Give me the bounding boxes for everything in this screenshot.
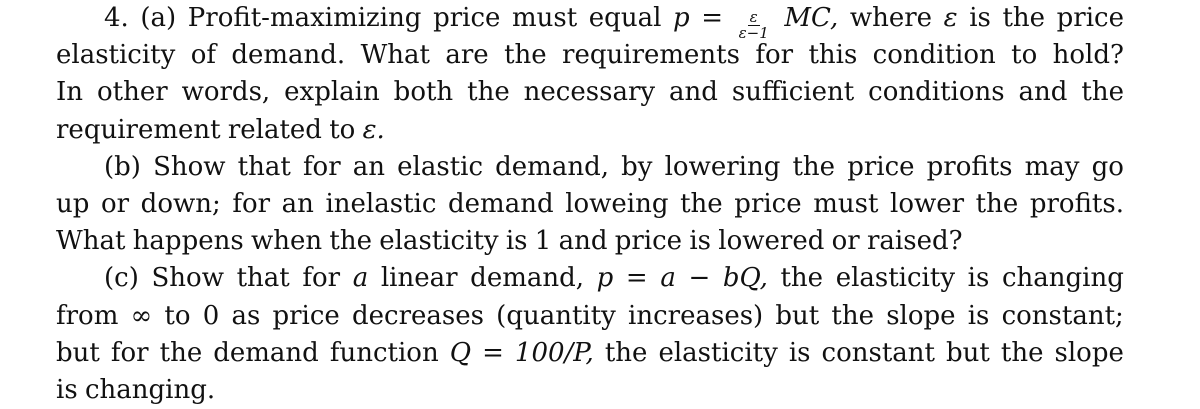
word: elasticity (835, 263, 956, 294)
word: an (281, 188, 314, 219)
word: elasticity (658, 337, 778, 368)
word: demand, (495, 151, 609, 182)
word: explain (284, 77, 380, 108)
word: is (689, 226, 712, 257)
elasticity-fraction (737, 10, 771, 41)
word: the (831, 300, 875, 331)
word: slope (1054, 337, 1124, 368)
word: In (56, 77, 84, 108)
word: but (946, 337, 990, 368)
word: elasticity (56, 40, 176, 71)
word: inelastic (325, 188, 437, 219)
word: is (505, 226, 528, 257)
word: loweing (565, 188, 669, 219)
word: but (775, 300, 820, 331)
word: this (808, 40, 858, 71)
word: both (393, 77, 454, 108)
word: What (360, 40, 430, 71)
word: demand, (470, 263, 585, 294)
word: from (56, 300, 119, 331)
text-line-5 (56, 149, 1124, 186)
word: must (512, 3, 578, 33)
word: or (831, 226, 860, 257)
word: the (604, 337, 648, 368)
word: necessary (523, 77, 656, 108)
word: lower (890, 188, 965, 219)
word: 100/P, (514, 337, 594, 368)
word: p (672, 3, 690, 33)
word: (c) (104, 263, 139, 294)
text-line-11 (56, 372, 1124, 409)
text-line-2 (56, 37, 1124, 74)
word: profits. (1029, 188, 1124, 219)
word: the (792, 151, 836, 182)
word: price (847, 151, 915, 182)
word: Q (449, 337, 472, 368)
word: to (329, 114, 356, 145)
word: price (1056, 3, 1124, 33)
word: price (734, 188, 802, 219)
word: What (56, 226, 126, 257)
word: a (352, 263, 369, 294)
word: is (56, 374, 78, 405)
word: is (967, 263, 990, 294)
text-line-10 (56, 335, 1124, 372)
word: (b) (104, 151, 141, 182)
word: is (967, 300, 990, 331)
word: hold? (1052, 40, 1124, 71)
word: and (669, 77, 718, 108)
word: − (688, 263, 711, 294)
word: the (780, 263, 824, 294)
word: the (329, 226, 372, 257)
word: but (56, 337, 100, 368)
word: (a) (140, 3, 177, 33)
word: condition (872, 40, 996, 71)
word: 0 (202, 300, 220, 331)
text-line-8 (56, 260, 1124, 297)
word: the (159, 337, 203, 368)
word: = (482, 337, 504, 368)
word: other (96, 77, 168, 108)
word: an (352, 151, 386, 182)
word: for (232, 188, 271, 219)
word: the (1000, 337, 1044, 368)
word: price (272, 300, 340, 331)
word: requirement (56, 114, 221, 145)
word: and (1018, 77, 1068, 108)
word: are (445, 40, 489, 71)
word: or (100, 188, 130, 219)
text-line-6 (56, 186, 1124, 223)
word: (quantity (496, 300, 616, 331)
word: for (302, 151, 341, 182)
word: increases) (628, 300, 764, 331)
word: profits (926, 151, 1013, 182)
word: for (755, 40, 794, 71)
word: is (969, 3, 991, 33)
word: 4. (104, 3, 129, 33)
text-line-3 (56, 74, 1124, 111)
word: by (621, 151, 653, 182)
fraction-denominator: ε−1 (738, 24, 769, 42)
word: must (813, 188, 879, 219)
word: raised? (866, 226, 963, 257)
word: elastic (397, 151, 484, 182)
word: and (558, 226, 608, 257)
word: where (849, 3, 933, 33)
problem-text (56, 0, 1124, 409)
word: of (190, 40, 216, 71)
word: that (237, 151, 291, 182)
word: demand. (231, 40, 346, 71)
word: function (329, 337, 439, 368)
word: sufficient (731, 77, 855, 108)
word: Show (153, 151, 226, 182)
word: = (625, 263, 648, 294)
text-line-4 (56, 112, 1124, 149)
word: MC, (784, 3, 839, 33)
word: slope (886, 300, 956, 331)
word: related (227, 114, 322, 145)
word: price (433, 3, 501, 33)
word: elasticity (379, 226, 499, 257)
word: ε. (362, 114, 385, 145)
word: up (56, 188, 90, 219)
word: go (1091, 151, 1124, 182)
word: a (660, 263, 676, 294)
word: = (701, 3, 724, 33)
word: changing. (84, 374, 216, 405)
word: constant (821, 337, 935, 368)
word: price (614, 226, 683, 257)
word: the (680, 188, 723, 219)
word: lowered (718, 226, 825, 257)
word: Show (151, 263, 224, 294)
word: the (504, 40, 547, 71)
word: constant; (1001, 300, 1124, 331)
word: that (236, 263, 290, 294)
word: the (975, 188, 1019, 219)
word: when (250, 226, 323, 257)
text-line-7 (56, 223, 1124, 260)
word: conditions (868, 77, 1005, 108)
word: the (467, 77, 510, 108)
word: words, (181, 77, 271, 108)
text-line-9 (56, 298, 1124, 335)
word: demand (448, 188, 554, 219)
word: to (164, 300, 191, 331)
word: equal (588, 3, 662, 33)
word: changing (1001, 263, 1124, 294)
word: for (110, 337, 149, 368)
word: for (302, 263, 341, 294)
word: Profit-maximizing (187, 3, 422, 33)
word: the (1081, 77, 1124, 108)
word: down; (140, 188, 221, 219)
word: is (788, 337, 811, 368)
word: demand (213, 337, 319, 368)
word: 1 (534, 226, 552, 257)
word: decreases (352, 300, 484, 331)
word: ε (943, 3, 958, 33)
word: ∞ (130, 300, 153, 331)
word: the (1002, 3, 1046, 33)
word: happens (132, 226, 244, 257)
word: lowering (664, 151, 781, 182)
word: bQ, (722, 263, 768, 294)
word: linear (380, 263, 458, 294)
word: p (596, 263, 614, 294)
text-line-1 (56, 0, 1124, 42)
word: may (1024, 151, 1080, 182)
word: as (231, 300, 261, 331)
word: to (1011, 40, 1038, 71)
fraction-numerator: ε (749, 8, 758, 26)
word: requirements (562, 40, 740, 71)
